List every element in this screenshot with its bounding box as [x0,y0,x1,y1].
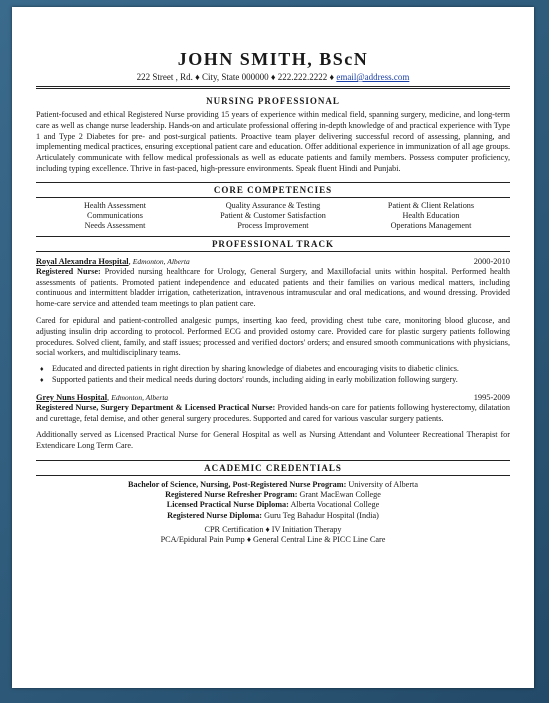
competencies-heading: CORE COMPETENCIES [213,184,333,195]
divider [36,236,510,237]
list-item: ♦ Supported patients and their medical needs during doctors' rounds, including aiding in early mobilization following surgery. [52,375,510,386]
job-role: Registered Nurse: [36,266,101,276]
track-heading: PROFESSIONAL TRACK [211,238,335,249]
job-header: Grey Nuns Hospital, Edmonton, Alberta 1995-2009 [36,392,510,402]
employer-location: Edmonton, Alberta [111,392,169,402]
certifications [36,525,510,545]
divider [36,460,510,461]
list-item: ♦ Educated and directed patients in right direction by sharing knowledge of diabetes and encouraging visits to diabetic clinics. [52,364,510,375]
candidate-name: JOHN SMITH, BScN [177,49,369,69]
competencies-grid [36,201,510,231]
education-item: Licensed Practical Nurse Diploma: Alberta Vocational College [166,500,380,510]
competency-item: Communications [87,210,143,220]
job-description: Cared for epidural and patient-controlled analgesic pumps, inserting kao feed, providing chest tube care, monitoring blood glucose, and adjusting insulin drip according to protocol. Performed ECG and provided ostomy care. Provided care for plastic surgery patients following procedures. Solved client, family, and staff issues; processed and verified doctors' orders; and ensured smooth communications with physicians, social workers, and multidisciplinary teams. [36,315,510,358]
education-item: Bachelor of Science, Nursing, Post-Registered Nurse Program: University of Alberta [128,479,418,489]
certification-line: PCA/Epidural Pain Pump ♦ General Central Line & PICC Line Care [160,534,386,544]
competency-item: Operations Management [390,220,472,230]
divider [36,182,510,183]
competency-item: Quality Assurance & Testing [225,200,321,210]
competency-item: Patient & Customer Satisfaction [220,210,326,220]
academic-heading: ACADEMIC CREDENTIALS [204,462,342,473]
resume-page [12,7,534,688]
job-description: Registered Nurse, Surgery Department & Licensed Practical Nurse: Provided hands-on care for patients following hysterectomy, dilatation and curettage, fetal demise, and other general surgery procedures. Supported and cared for various vascular surgery patients. [36,402,510,423]
job-dates: 2000-2010 [473,256,510,266]
education-item: Registered Nurse Refresher Program: Grant MacEwan College [165,490,381,500]
header-rule [36,86,510,87]
job-header: Royal Alexandra Hospital, Edmonton, Alberta 2000-2010 [36,256,510,266]
competency-item: Health Assessment [83,200,147,210]
header-rule-double [36,88,510,89]
education-item: Registered Nurse Diploma: Guru Teg Bahadur Hospital (India) [167,510,379,520]
achievement-list [36,364,510,386]
email-link[interactable]: email@address.com [336,72,410,82]
job-description: Additionally served as Licensed Practical Nurse for General Hospital as well as Nursing Attendant and Volunteer Recreational Therapist for Extendicare Long Term Care. [36,430,510,451]
divider [36,197,510,198]
divider [36,475,510,476]
job-role: Registered Nurse, Surgery Department & Licensed Practical Nurse: [36,402,276,412]
job-description: Registered Nurse: Provided nursing healthcare for Urology, General Surgery, and Maxillofacial units within hospital. Performed health assessments of patients. Promoted patient independence and educated patients and their families on various medical matters, including continuous and intermittent bladder irrigation, catheterization, intravenous intramuscular and oral medications, and wound dressing. Provided home-care service and attended team meetings to plan patient care. [36,266,510,309]
competency-item: Process Improvement [237,220,309,230]
certification-line: CPR Certification ♦ IV Initiation Therapy [204,524,342,534]
professional-title: NURSING PROFESSIONAL [206,96,340,106]
contact-line [36,71,510,83]
employer-name: Royal Alexandra Hospital [36,256,129,266]
divider [36,251,510,252]
summary-paragraph: Patient-focused and ethical Registered Nurse providing 15 years of experience within medical field, spanning surgery, medicine, and long-term care as well as change nurse leadership. Hands-on and articulate professional offering in-depth knowledge of and practical experience with Type 1 and Type 2 Diabetes for pre- and post-surgical patients. Proactive team player delivering successful record of assessing, planning, and implementing medical practices, ensuring exceptional patient care and education. Offer additional experience in immunization of all age groups. Articulately communicate with fellow medical professionals as well as educate patients and family members. Possess computer proficiency, including typing excellence. Thrive in fast-paced, high-pressure environments. Speak fluent Hindi and Punjabi. [36,110,510,173]
job-dates: 1995-2009 [473,392,510,402]
competency-item: Health Education [402,210,460,220]
employer-location: Edmonton, Alberta [132,256,190,266]
competency-item: Needs Assessment [84,220,146,230]
competency-item: Patient & Client Relations [387,200,475,210]
contact-address: 222 Street , Rd. ♦ City, State 000000 ♦ 222.222.2222 ♦ [136,72,337,82]
education-list [36,480,510,521]
employer-name: Grey Nuns Hospital [36,392,108,402]
